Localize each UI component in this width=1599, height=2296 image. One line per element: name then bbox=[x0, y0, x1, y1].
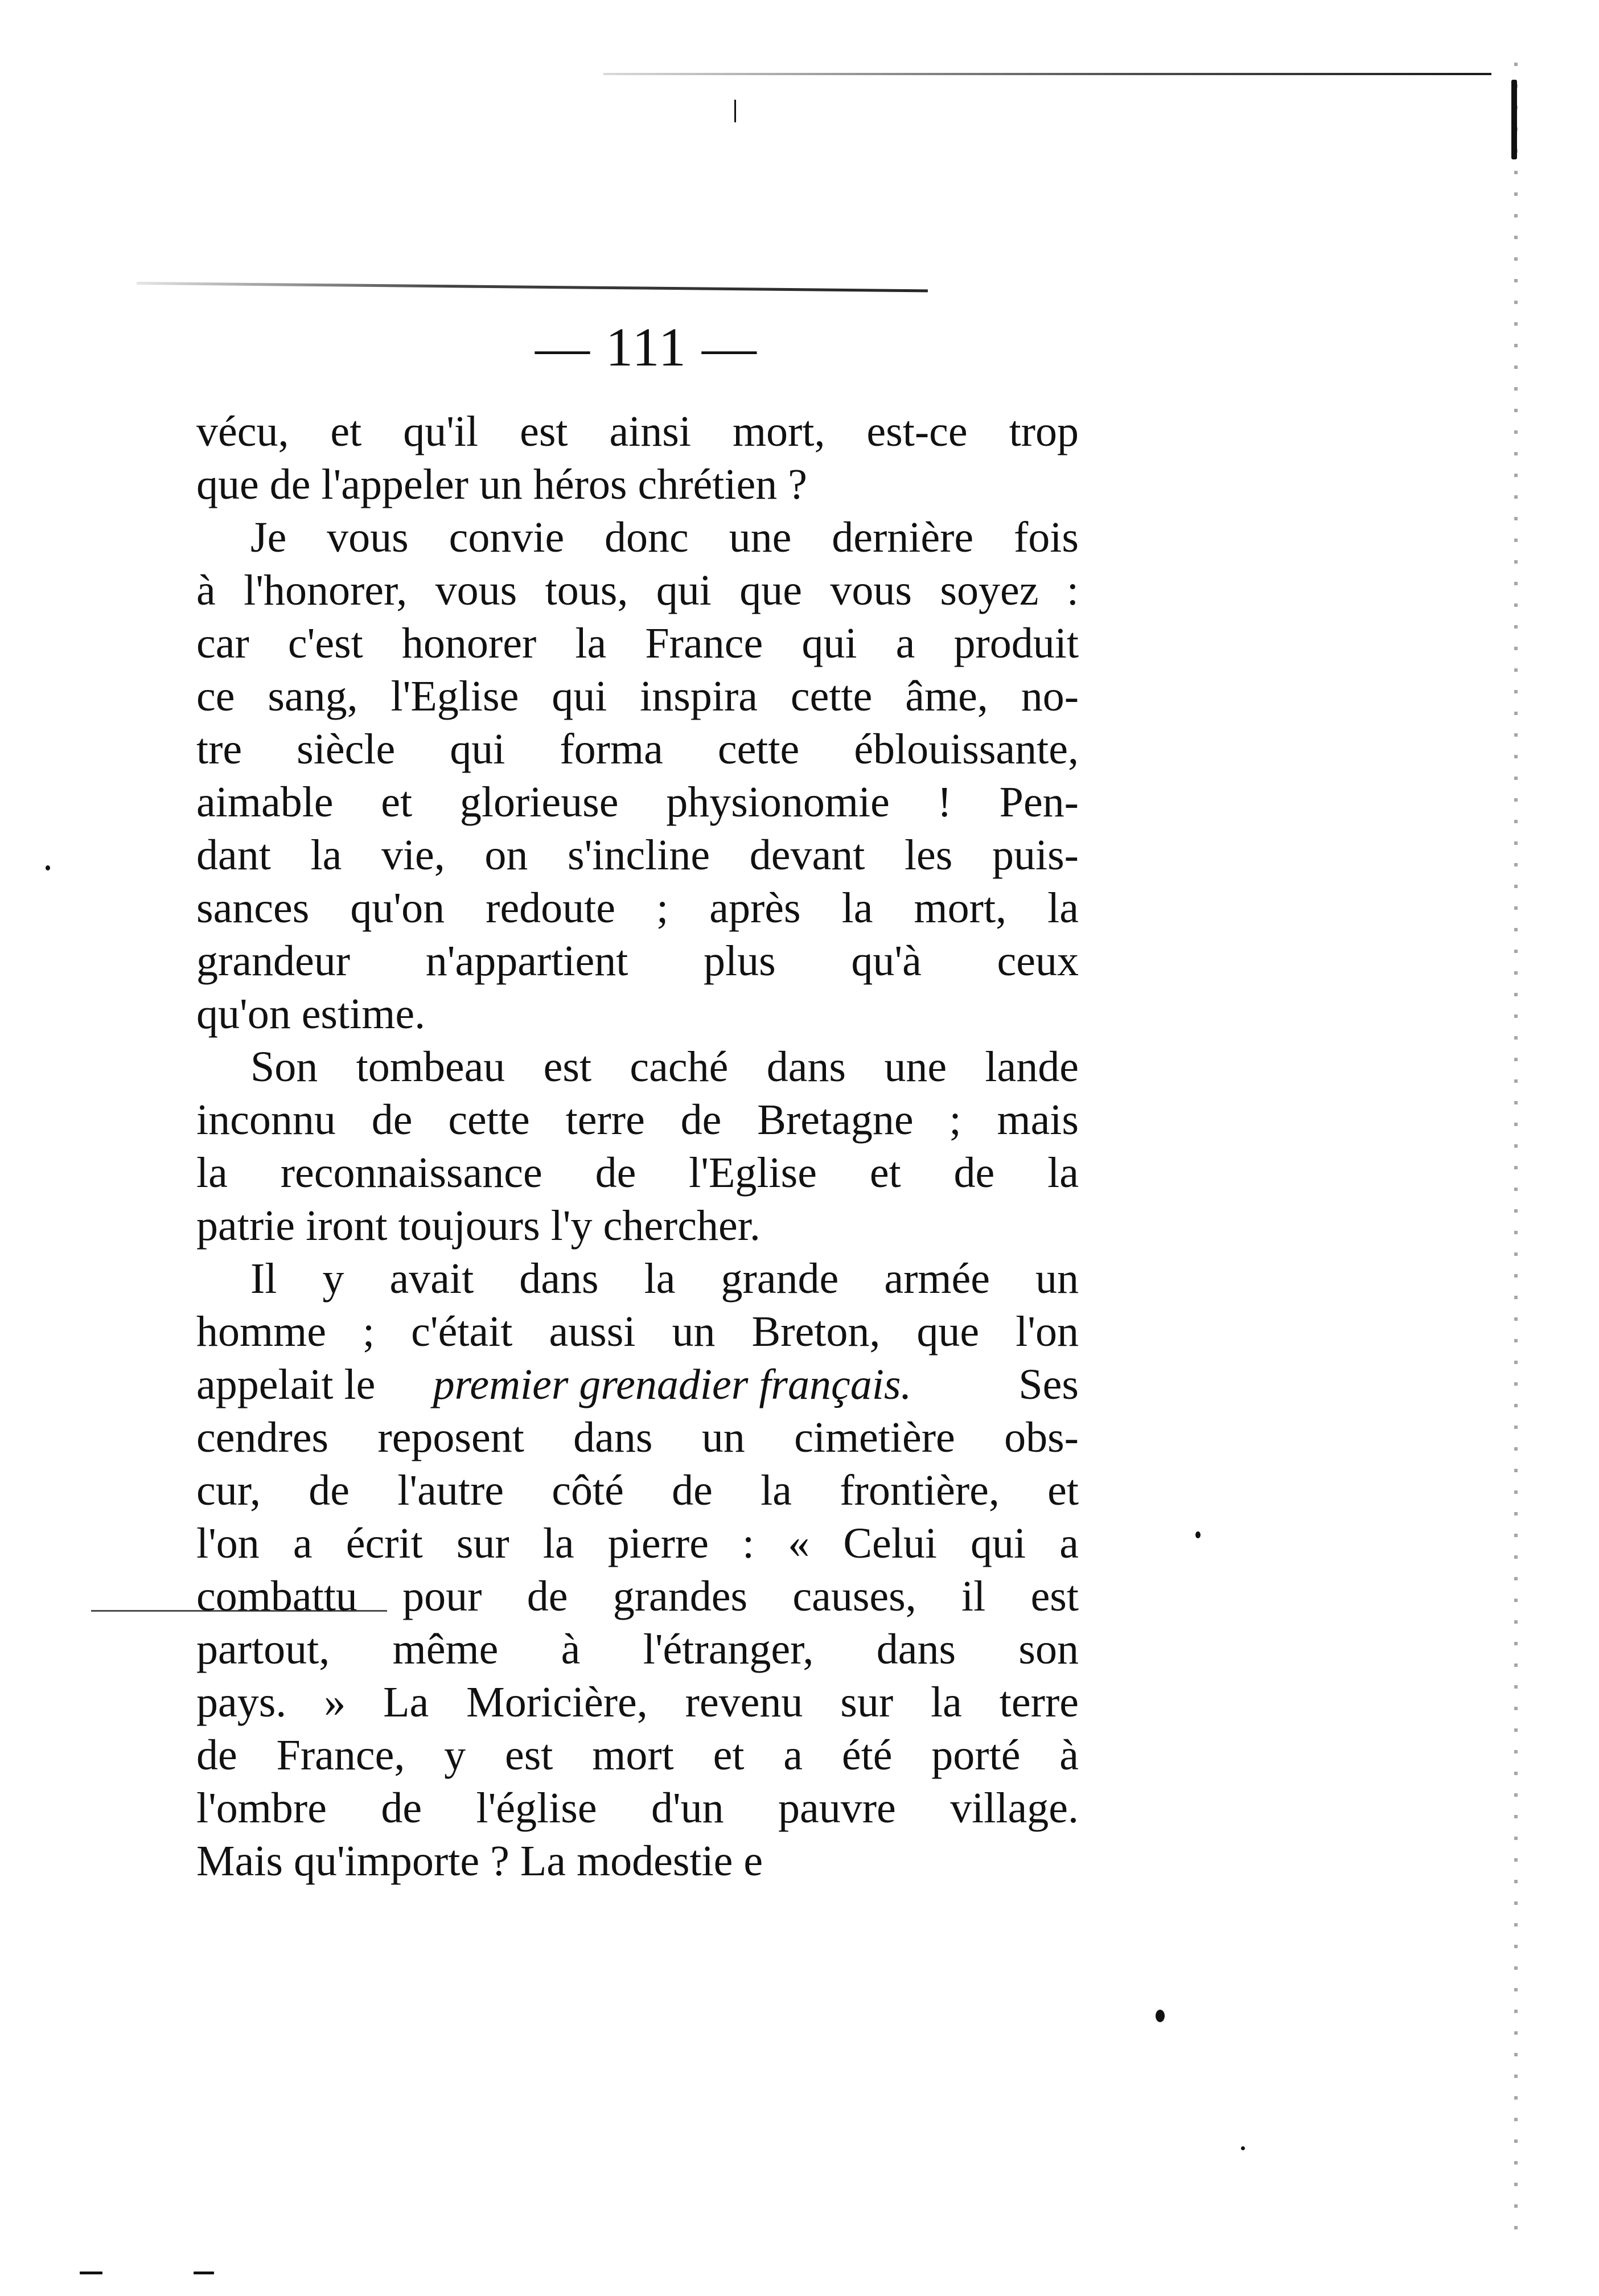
text-line: Il y avait dans la grande armée un bbox=[250, 1255, 1079, 1303]
text-line: ce sang, l'Eglise qui inspira cette âme, no- bbox=[196, 672, 1079, 720]
text-segment: Ses bbox=[1018, 1361, 1079, 1408]
ink-speck bbox=[194, 2272, 214, 2274]
text-line: aimable et glorieuse physionomie ! Pen- bbox=[196, 778, 1079, 826]
ink-speck bbox=[46, 865, 50, 870]
text-line: vécu, et qu'il est ainsi mort, est-ce trop bbox=[196, 408, 1079, 455]
text-line: pays. » La Moricière, revenu sur la terre bbox=[196, 1678, 1079, 1726]
text-line: combattu pour de grandes causes, il est bbox=[196, 1572, 1079, 1620]
text-line: inconnu de cette terre de Bretagne ; mais bbox=[196, 1096, 1079, 1144]
text-line: à l'honorer, vous tous, qui que vous soyez : bbox=[196, 566, 1079, 614]
text-line: de France, y est mort et a été porté à bbox=[196, 1731, 1079, 1779]
text-line: l'ombre de l'église d'un pauvre village. bbox=[196, 1784, 1079, 1832]
ink-speck bbox=[80, 2272, 102, 2274]
text-line: grandeur n'appartient plus qu'à ceux bbox=[196, 937, 1079, 985]
text-line: cur, de l'autre côté de la frontière, et bbox=[196, 1467, 1079, 1514]
ink-speck bbox=[1195, 1531, 1201, 1538]
scan-rule-header bbox=[137, 282, 928, 292]
body-text bbox=[196, 405, 1079, 1888]
text-line: cendres reposent dans un cimetière obs- bbox=[196, 1414, 1079, 1461]
text-line: qu'on estime. bbox=[196, 990, 426, 1038]
text-line: tre siècle qui forma cette éblouissante, bbox=[196, 725, 1079, 773]
italic-phrase: premier grenadier français. bbox=[433, 1361, 912, 1408]
page-number: — 111 — bbox=[535, 317, 758, 377]
text-segment: appelait le bbox=[196, 1361, 376, 1408]
text-line: patrie iront toujours l'y chercher. bbox=[196, 1202, 761, 1250]
text-line: Mais qu'importe ? La modestie e bbox=[196, 1837, 763, 1885]
text-line: partout, même à l'étranger, dans son bbox=[196, 1625, 1079, 1673]
ink-speck bbox=[1156, 2010, 1165, 2022]
text-line: que de l'appeler un héros chrétien ? bbox=[196, 461, 807, 508]
text-line: l'on a écrit sur la pierre : « Celui qui a bbox=[196, 1519, 1079, 1567]
text-line: sances qu'on redoute ; après la mort, la bbox=[196, 884, 1079, 932]
text-line: Son tombeau est caché dans une lande bbox=[250, 1043, 1079, 1091]
text-line-with-italic bbox=[196, 1358, 1079, 1411]
ink-speck bbox=[1241, 2146, 1245, 2150]
ink-speck bbox=[734, 100, 736, 122]
scan-rule-top bbox=[603, 73, 1491, 75]
text-line: homme ; c'était aussi un Breton, que l'on bbox=[196, 1308, 1079, 1356]
text-line: car c'est honorer la France qui a produit bbox=[196, 619, 1079, 667]
page-edge-shadow bbox=[1514, 63, 1518, 2237]
text-line: dant la vie, on s'incline devant les puis- bbox=[196, 831, 1079, 879]
text-line: la reconnaissance de l'Eglise et de la bbox=[196, 1149, 1079, 1197]
page-edge-mark bbox=[1511, 80, 1517, 159]
text-line: Je vous convie donc une dernière fois bbox=[250, 514, 1079, 561]
